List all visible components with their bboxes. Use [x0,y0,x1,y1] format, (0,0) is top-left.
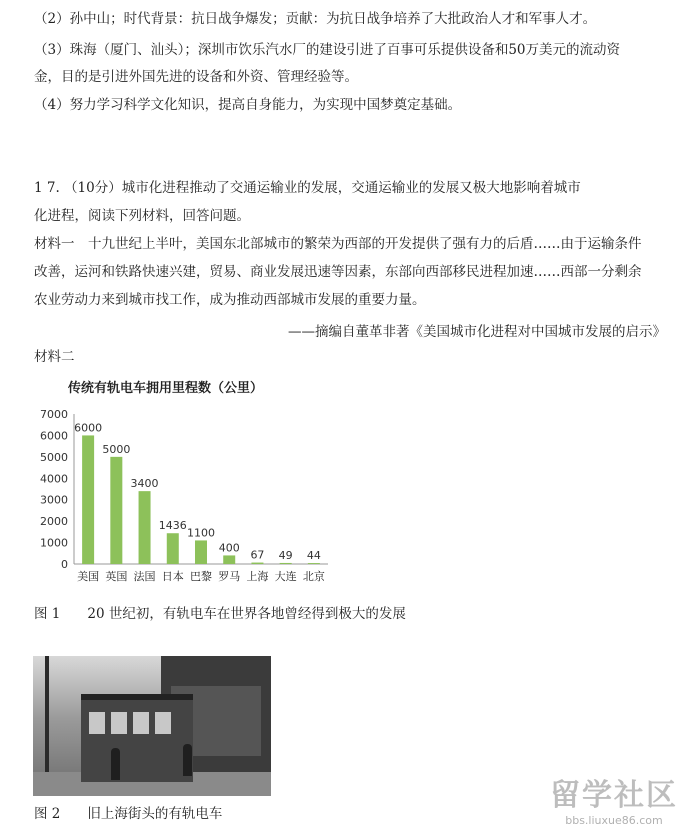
bar [110,457,122,564]
answer-3-line-2: 金，目的是引进外国先进的设备和外资、管理经验等。 [34,69,358,85]
bar-chart [30,375,350,597]
bar [308,563,320,564]
material-1-line-3: 农业劳动力来到城市找工作，成为推动西部城市发展的重要力量。 [34,292,426,308]
question-17-line-1: 1 7. （10分）城市化进程推动了交通运输业的发展，交通运输业的发展又极大地影响着城市 [34,180,581,196]
answer-2: （2）孙中山；时代背景：抗日战争爆发；贡献：为抗日战争培养了大批政治人才和军事人才。 [34,11,597,27]
chart-title: 传统有轨电车拥用里程数（公里） [68,381,264,396]
figure-2-caption: 图 2 旧上海街头的有轨电车 [34,806,223,822]
y-tick-label: 3000 [40,493,68,507]
y-tick-label: 6000 [40,429,68,443]
category-label: 罗马 [218,570,241,583]
category-label: 巴黎 [190,570,212,583]
bar-value-label: 1100 [187,526,215,540]
bar-value-label: 400 [218,541,240,555]
bar [195,540,207,564]
category-label: 日本 [161,570,184,583]
bar [280,563,292,564]
question-17-line-2: 化进程，阅读下列材料，回答问题。 [34,208,250,224]
category-label: 上海 [246,570,269,583]
y-tick-label: 0 [61,558,68,571]
category-label: 北京 [302,570,325,583]
category-label: 英国 [105,570,128,583]
y-tick-label: 2000 [40,515,68,529]
chart-bars [74,421,325,583]
bar-value-label: 6000 [74,421,103,435]
figure-1-caption: 图 1 20 世纪初，有轨电车在世界各地曾经得到极大的发展 [34,606,406,622]
tram-photo [33,656,271,796]
y-tick-label: 1000 [40,536,68,550]
category-label: 法国 [133,570,156,583]
bar-value-label: 3400 [130,477,159,491]
material-1-line-2: 改善，运河和铁路快速兴建，贸易、商业发展迅速等因素，东部向西部移民进程加速……西部一分剩余 [34,264,642,280]
material-1-line-1: 材料一 十九世纪上半叶，美国东北部城市的繁荣为西部的开发提供了强有力的后盾……由于运输条件 [34,236,642,252]
bar-value-label: 44 [306,549,321,563]
category-label: 美国 [77,570,100,583]
watermark-logo: 留学社区 bbs.liuxue86.com [550,778,678,827]
material-2-label: 材料二 [34,349,75,365]
material-1-source: ——摘编自董革非著《美国城市化进程对中国城市发展的启示》 [288,324,666,340]
bar [139,491,151,564]
y-tick-label: 7000 [40,408,68,421]
bar [167,533,179,564]
bar-value-label: 67 [250,548,265,562]
bar-value-label: 1436 [158,519,187,533]
category-label: 大连 [274,570,297,583]
y-tick-label: 5000 [40,450,68,464]
bar [82,435,94,564]
y-tick-label: 4000 [40,472,68,486]
bar-value-label: 49 [278,548,293,562]
bar [251,563,263,564]
answer-3-line-1: （3）珠海（厦门、汕头）；深圳市饮乐汽水厂的建设引进了百事可乐提供设备和50万美元的流动资 [34,42,621,58]
bar-value-label: 5000 [102,442,131,456]
answer-4: （4）努力学习科学文化知识，提高自身能力，为实现中国梦奠定基础。 [34,97,462,113]
bar [223,555,235,564]
